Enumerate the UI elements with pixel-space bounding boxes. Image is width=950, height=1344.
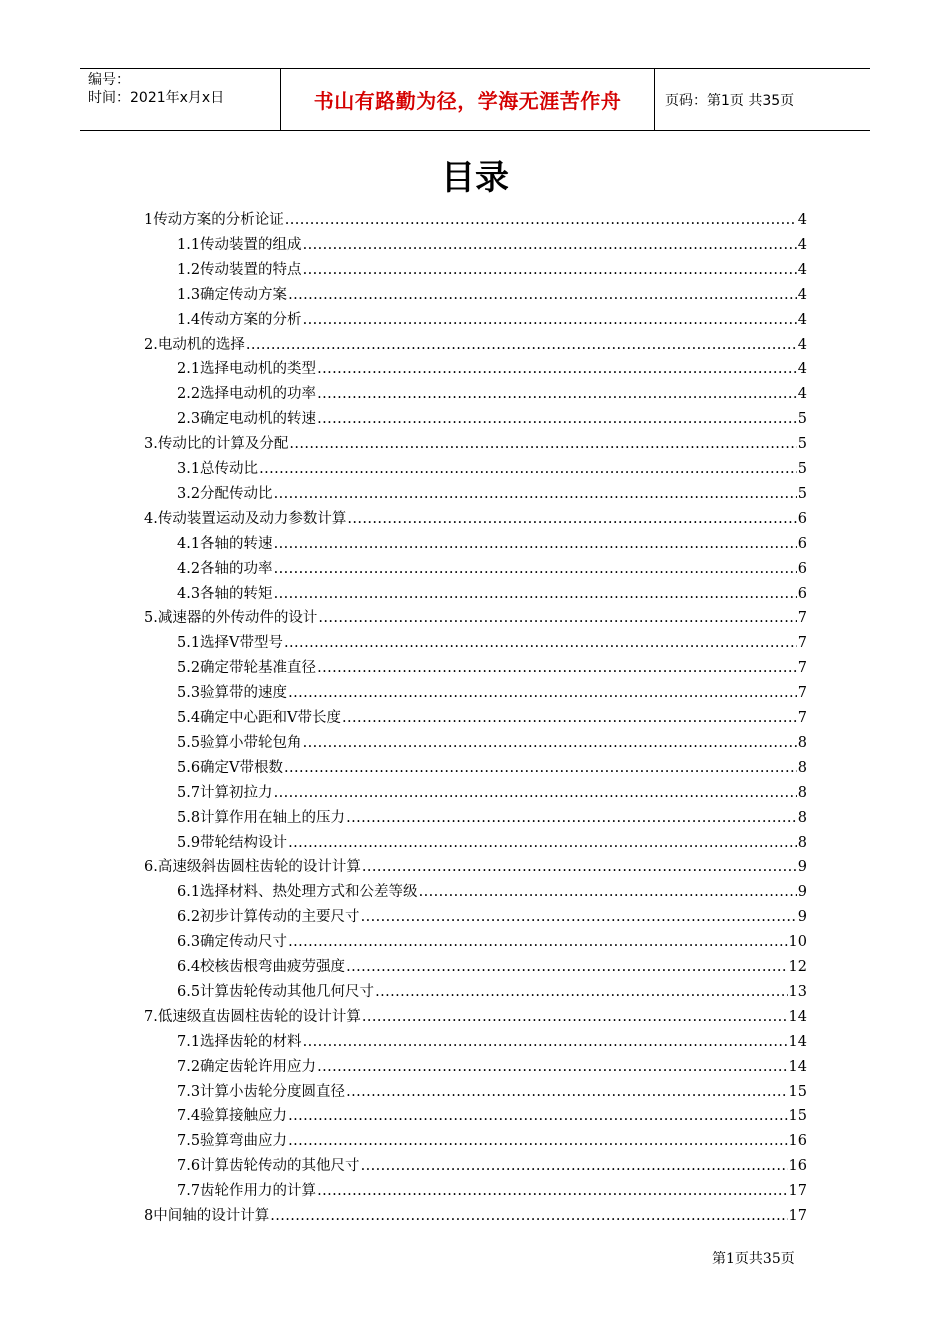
toc-entry-label: 1.1传动装置的组成 [177, 236, 302, 253]
toc-entry-page: 4 [797, 286, 807, 303]
toc-entry[interactable] [177, 1027, 807, 1052]
toc-leader-dots [317, 1057, 787, 1077]
toc-leader-dots [284, 633, 797, 653]
toc-entry-page: 5 [797, 461, 807, 477]
toc-entry-page: 7 [797, 610, 807, 627]
document-number-label: 编号： [88, 72, 130, 88]
toc-leader-dots [303, 1032, 788, 1052]
toc-leader-dots [284, 758, 797, 778]
toc-leader-dots [419, 882, 797, 902]
toc-entry-label: 5.4确定中心距和V带长度 [177, 710, 342, 726]
toc-entry-label: 7.3计算小齿轮分度圆直径 [177, 1083, 346, 1100]
toc-entry-label: 7.6计算齿轮传动的其他尺寸 [177, 1158, 360, 1175]
toc-entry[interactable] [177, 778, 807, 803]
toc-entry-label: 5.5验算小带轮包角 [177, 734, 302, 751]
toc-entry[interactable] [144, 1002, 807, 1027]
toc-leader-dots [375, 982, 787, 1002]
toc-entry-page: 15 [788, 1083, 807, 1100]
toc-entry[interactable] [177, 703, 807, 728]
toc-leader-dots [288, 683, 797, 703]
toc-entry[interactable] [177, 902, 807, 927]
toc-entry-label: 6.5计算齿轮传动其他几何尺寸 [177, 983, 375, 1000]
toc-entry-label: 5.8计算作用在轴上的压力 [177, 809, 346, 826]
toc-entry[interactable] [177, 454, 807, 479]
toc-entry-label: 7.5验算弯曲应力 [177, 1133, 288, 1150]
toc-entry-page: 4 [797, 336, 807, 353]
toc-entry-label: 7.7齿轮作用力的计算 [177, 1183, 317, 1200]
toc-leader-dots [288, 1131, 787, 1151]
toc-entry-label: 1.4传动方案的分析 [177, 311, 302, 328]
toc-leader-dots [288, 285, 797, 305]
toc-entry-page: 9 [797, 859, 807, 876]
toc-leader-dots [274, 484, 797, 504]
toc-leader-dots [274, 559, 797, 579]
toc-entry-label: 2.2选择电动机的功率 [177, 386, 317, 403]
toc-entry[interactable] [177, 753, 807, 778]
page-header [80, 68, 870, 131]
toc-leader-dots [288, 833, 797, 853]
toc-entry[interactable] [177, 404, 807, 429]
toc-entry[interactable] [177, 354, 807, 379]
toc-entry-page: 5 [797, 411, 807, 428]
toc-entry[interactable] [144, 330, 807, 355]
toc-entry[interactable] [177, 379, 807, 404]
toc-entry[interactable] [177, 280, 807, 305]
toc-entry-label: 3.传动比的计算及分配 [144, 436, 289, 453]
toc-entry-label: 7.4验算接触应力 [177, 1108, 288, 1125]
toc-entry-page: 6 [797, 535, 807, 552]
toc-entry[interactable] [177, 230, 807, 255]
toc-entry-label: 4.传动装置运动及动力参数计算 [144, 510, 347, 527]
toc-entry[interactable] [177, 1126, 807, 1151]
document-time-label: 时间：2021年x月x日 [88, 90, 225, 106]
toc-entry-page: 14 [788, 1008, 807, 1025]
toc-leader-dots [318, 608, 796, 628]
toc-entry-label: 7.低速级直齿圆柱齿轮的设计计算 [144, 1008, 361, 1025]
toc-entry-page: 15 [788, 1108, 807, 1125]
toc-entry[interactable] [177, 529, 807, 554]
toc-entry-label: 4.3各轴的转矩 [177, 585, 273, 602]
toc-entry-page: 7 [797, 685, 807, 702]
toc-entry-label: 5.7计算初拉力 [177, 784, 273, 801]
toc-entry-label: 1.3确定传动方案 [177, 286, 288, 303]
toc-entry-page: 8 [797, 759, 807, 776]
toc-leader-dots [288, 932, 787, 952]
toc-entry-label: 5.6确定V带根数 [177, 759, 284, 776]
toc-entry[interactable] [177, 1052, 807, 1077]
toc-entry[interactable] [144, 603, 807, 628]
toc-entry[interactable] [177, 255, 807, 280]
toc-leader-dots [274, 534, 797, 554]
toc-entry-page: 5 [797, 485, 807, 502]
toc-entry[interactable] [144, 504, 807, 529]
toc-entry-page: 7 [797, 710, 807, 726]
toc-entry-label: 2.1选择电动机的类型 [177, 361, 317, 378]
toc-entry-label: 6.3确定传动尺寸 [177, 934, 288, 951]
toc-entry-label: 1传动方案的分析论证 [144, 212, 284, 228]
toc-leader-dots [342, 708, 797, 728]
toc-entry-page: 16 [788, 1158, 807, 1175]
toc-entry[interactable] [177, 653, 807, 678]
toc-entry[interactable] [177, 678, 807, 703]
toc-entry-page: 8 [797, 784, 807, 801]
toc-entry[interactable] [177, 728, 807, 753]
toc-entry-page: 4 [797, 311, 807, 328]
toc-entry-label: 6.高速级斜齿圆柱齿轮的设计计算 [144, 859, 361, 876]
toc-leader-dots [361, 1156, 788, 1176]
toc-entry[interactable] [144, 429, 807, 454]
toc-leader-dots [289, 434, 796, 454]
toc-entry[interactable] [144, 1201, 807, 1226]
toc-entry-label: 4.2各轴的功率 [177, 560, 273, 577]
toc-leader-dots [362, 1007, 788, 1027]
toc-entry-label: 5.1选择V带型号 [177, 635, 284, 652]
toc-entry-page: 4 [797, 212, 807, 228]
toc-leader-dots [303, 260, 797, 280]
toc-leader-dots [303, 733, 797, 753]
toc-entry-label: 2.电动机的选择 [144, 336, 245, 353]
toc-entry[interactable] [177, 803, 807, 828]
toc-entry-label: 1.2传动装置的特点 [177, 261, 302, 278]
toc-leader-dots [346, 1082, 787, 1102]
toc-entry[interactable] [144, 852, 807, 877]
toc-entry-label: 3.2分配传动比 [177, 485, 273, 502]
toc-leader-dots [317, 409, 797, 429]
header-motto: 书山有路勤为径，学海无涯苦作舟 [281, 69, 655, 130]
toc-leader-dots [346, 957, 787, 977]
toc-leader-dots [288, 1106, 787, 1126]
toc-entry[interactable] [177, 952, 807, 977]
toc-entry[interactable] [177, 927, 807, 952]
toc-leader-dots [346, 808, 797, 828]
toc-entry-page: 14 [788, 1058, 807, 1075]
toc-entry-page: 17 [788, 1183, 807, 1200]
toc-entry-page: 4 [797, 236, 807, 253]
toc-entry[interactable] [177, 479, 807, 504]
toc-entry-label: 8中间轴的设计计算 [144, 1208, 270, 1224]
toc-entry-page: 6 [797, 560, 807, 577]
toc-entry-page: 6 [797, 510, 807, 527]
toc-entry[interactable] [177, 1176, 807, 1201]
toc-leader-dots [270, 1206, 787, 1226]
toc-entry-label: 6.1选择材料、热处理方式和公差等级 [177, 884, 418, 901]
toc-entry-page: 13 [788, 983, 807, 1000]
header-page-info [655, 69, 870, 130]
toc-entry-page: 4 [797, 361, 807, 378]
toc-entry[interactable] [177, 1101, 807, 1126]
header-page-number: 页码：第1页 共35页 [665, 92, 795, 109]
toc-leader-dots [246, 335, 797, 355]
toc-leader-dots [259, 459, 797, 479]
toc-title: 目录 [441, 158, 509, 198]
toc-leader-dots [362, 857, 797, 877]
toc-entry-page: 9 [797, 884, 807, 901]
toc-entry-page: 4 [797, 386, 807, 403]
toc-entry-label: 5.9带轮结构设计 [177, 834, 288, 851]
toc-leader-dots [274, 584, 797, 604]
toc-entry-page: 14 [788, 1033, 807, 1050]
toc-entry-page: 8 [797, 734, 807, 751]
toc-entry-page: 10 [788, 934, 807, 951]
toc-leader-dots [361, 907, 797, 927]
toc-entry[interactable] [177, 977, 807, 1002]
toc-entry-label: 3.1总传动比 [177, 461, 259, 477]
toc-entry-label: 6.2初步计算传动的主要尺寸 [177, 909, 360, 926]
toc-entry-label: 7.2确定齿轮许用应力 [177, 1058, 317, 1075]
toc-entry[interactable] [177, 828, 807, 853]
toc-leader-dots [317, 384, 797, 404]
toc-leader-dots [317, 1181, 787, 1201]
toc-entry[interactable] [177, 1077, 807, 1102]
toc-leader-dots [347, 509, 796, 529]
toc-entry-label: 5.减速器的外传动件的设计 [144, 610, 318, 627]
toc-entry[interactable] [177, 305, 807, 330]
toc-entry-label: 5.2确定带轮基准直径 [177, 660, 317, 677]
footer-page-number: 第1页共35页 [712, 1251, 795, 1267]
toc-entry-page: 5 [797, 436, 807, 453]
header-meta [80, 69, 281, 130]
toc-leader-dots [285, 210, 797, 230]
toc-entry-page: 7 [797, 635, 807, 652]
toc-entry-label: 4.1各轴的转速 [177, 535, 273, 552]
toc-entry-page: 6 [797, 585, 807, 602]
toc-leader-dots [303, 310, 797, 330]
toc-entry-label: 7.1选择齿轮的材料 [177, 1033, 302, 1050]
toc-entry-label: 2.3确定电动机的转速 [177, 411, 317, 428]
toc-entry[interactable] [177, 877, 807, 902]
toc-entry-page: 16 [788, 1133, 807, 1150]
toc-entry-page: 8 [797, 809, 807, 826]
toc-entry-page: 17 [788, 1208, 807, 1224]
toc-entry[interactable] [144, 205, 807, 230]
toc-leader-dots [317, 359, 797, 379]
toc-entry-page: 7 [797, 660, 807, 677]
toc-entry-page: 4 [797, 261, 807, 278]
toc-entry-label: 6.4校核齿根弯曲疲劳强度 [177, 959, 346, 975]
toc-leader-dots [317, 658, 797, 678]
toc-entry[interactable] [177, 554, 807, 579]
toc-entry-page: 8 [797, 834, 807, 851]
toc-entry[interactable] [177, 628, 807, 653]
toc-entry[interactable] [177, 1151, 807, 1176]
toc-entry-page: 9 [797, 909, 807, 926]
toc-entry-label: 5.3验算带的速度 [177, 685, 288, 702]
toc-entry-page: 12 [788, 959, 807, 975]
toc-leader-dots [303, 235, 797, 255]
toc-entry[interactable] [177, 579, 807, 604]
toc-leader-dots [274, 783, 797, 803]
